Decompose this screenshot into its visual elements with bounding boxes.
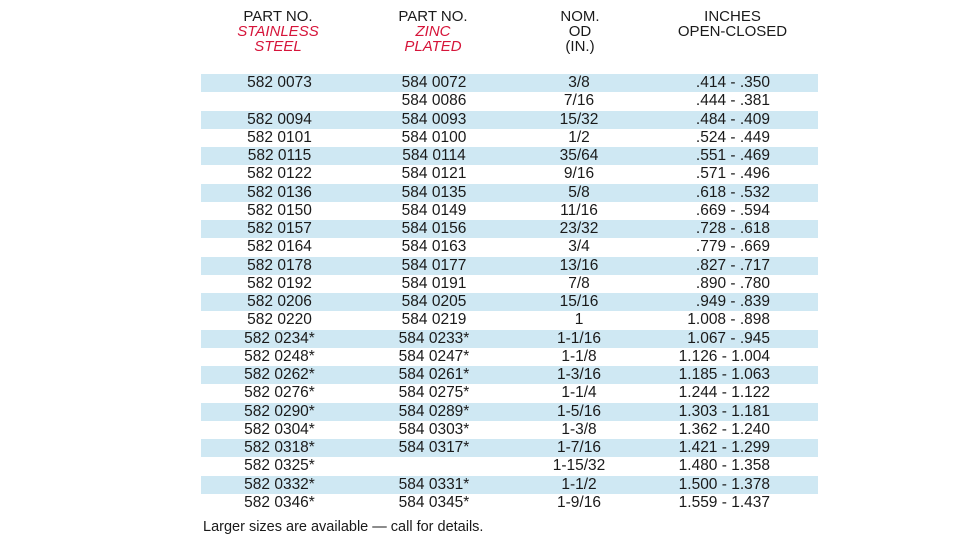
- cell-stainless-part: 582 0157: [201, 220, 358, 238]
- table-row: [201, 202, 818, 220]
- cell-open-closed: [648, 74, 818, 92]
- open-closed-value: 1.303 - 1.181: [678, 402, 770, 420]
- cell-stainless-part: [201, 92, 358, 110]
- cell-nominal-od: 1-3/16: [510, 366, 648, 384]
- table-row: [201, 439, 818, 457]
- open-closed-value: .827 - .717: [695, 256, 770, 274]
- cell-open-closed: [648, 92, 818, 110]
- table-row: [201, 457, 818, 475]
- cell-zinc-part: 584 0086: [401, 92, 467, 110]
- table-row: [201, 476, 818, 494]
- cell-stainless-part: 582 0122: [247, 165, 312, 183]
- open-closed-value: .669 - .594: [695, 201, 770, 219]
- cell-stainless-part: 582 0178: [201, 257, 358, 275]
- table-row: [201, 165, 818, 183]
- cell-zinc-part: [358, 457, 510, 475]
- header-stainless-line1: PART NO.: [243, 8, 313, 25]
- open-closed-value: 1.067 - .945: [687, 329, 770, 347]
- cell-stainless-part: 582 0276*: [244, 384, 315, 402]
- header-zinc-line1: PART NO.: [398, 8, 468, 25]
- cell-nominal-od: 1-1/16: [510, 330, 648, 348]
- cell-zinc-part: 584 0275*: [398, 384, 470, 402]
- cell-nominal-od: 3/8: [510, 74, 648, 92]
- table-row: [201, 220, 818, 238]
- parts-table-body: [201, 74, 818, 512]
- open-closed-value: .728 - .618: [695, 220, 770, 238]
- open-closed-value: 1.244 - 1.122: [678, 384, 770, 402]
- cell-stainless-part: 582 0234*: [201, 330, 358, 348]
- cell-zinc-part: 584 0121: [401, 165, 467, 183]
- cell-stainless-part: 582 0150: [247, 201, 312, 219]
- cell-stainless-part: 582 0115: [201, 147, 358, 165]
- cell-zinc-part: 584 0261*: [358, 366, 510, 384]
- header-inches-line2: OPEN-CLOSED: [677, 23, 788, 40]
- header-od-line1: NOM.: [560, 8, 600, 25]
- cell-open-closed: [648, 494, 818, 512]
- cell-open-closed: [648, 348, 818, 366]
- cell-stainless-part: 582 0094: [201, 111, 358, 129]
- open-closed-value: 1.500 - 1.378: [678, 475, 770, 493]
- table-row: [201, 330, 818, 348]
- header-od: [510, 9, 650, 54]
- cell-zinc-part: 584 0100: [401, 128, 467, 146]
- cell-open-closed: [648, 439, 818, 457]
- cell-open-closed: [648, 147, 818, 165]
- open-closed-value: .484 - .409: [695, 110, 770, 128]
- cell-nominal-od: 1: [574, 311, 584, 329]
- cell-nominal-od: 5/8: [510, 184, 648, 202]
- cell-zinc-part: 584 0289*: [358, 403, 510, 421]
- cell-nominal-od: 1-5/16: [510, 403, 648, 421]
- header-od-line2: OD: [568, 23, 592, 40]
- header-zinc: [358, 9, 508, 54]
- cell-open-closed: [648, 366, 818, 384]
- cell-zinc-part: 584 0093: [358, 111, 510, 129]
- open-closed-value: .571 - .496: [695, 165, 770, 183]
- table-row: [201, 293, 818, 311]
- header-zinc-line2: ZINC: [415, 23, 451, 40]
- cell-nominal-od: 9/16: [563, 165, 595, 183]
- cell-zinc-part: 584 0156: [358, 220, 510, 238]
- cell-zinc-part: 584 0191: [401, 274, 467, 292]
- cell-nominal-od: 3/4: [568, 238, 590, 256]
- cell-stainless-part: 582 0332*: [201, 476, 358, 494]
- cell-open-closed: [648, 330, 818, 348]
- open-closed-value: .414 - .350: [695, 74, 770, 92]
- cell-open-closed: [648, 165, 818, 183]
- cell-stainless-part: 582 0262*: [201, 366, 358, 384]
- table-row: [201, 257, 818, 275]
- cell-open-closed: [648, 476, 818, 494]
- cell-stainless-part: 582 0220: [247, 311, 312, 329]
- cell-zinc-part: 584 0233*: [358, 330, 510, 348]
- cell-stainless-part: 582 0136: [201, 184, 358, 202]
- open-closed-value: 1.421 - 1.299: [678, 439, 770, 457]
- table-row: [201, 403, 818, 421]
- header-inches: [650, 9, 815, 39]
- cell-open-closed: [648, 202, 818, 220]
- cell-stainless-part: 582 0206: [201, 293, 358, 311]
- open-closed-value: 1.559 - 1.437: [678, 493, 770, 511]
- cell-nominal-od: 13/16: [510, 257, 648, 275]
- cell-nominal-od: 11/16: [560, 201, 598, 219]
- open-closed-value: .444 - .381: [695, 92, 770, 110]
- table-row: [201, 147, 818, 165]
- open-closed-value: 1.126 - 1.004: [678, 347, 770, 365]
- cell-zinc-part: 584 0072: [358, 74, 510, 92]
- cell-stainless-part: 582 0073: [201, 74, 358, 92]
- cell-zinc-part: 584 0205: [358, 293, 510, 311]
- open-closed-value: 1.185 - 1.063: [678, 366, 770, 384]
- table-row: [201, 311, 818, 329]
- cell-stainless-part: 582 0164: [247, 238, 312, 256]
- table-row: [201, 238, 818, 256]
- open-closed-value: .949 - .839: [695, 293, 770, 311]
- cell-zinc-part: 584 0149: [401, 201, 467, 219]
- cell-nominal-od: 1-9/16: [557, 493, 601, 511]
- cell-stainless-part: 582 0192: [247, 274, 312, 292]
- open-closed-value: .618 - .532: [695, 183, 770, 201]
- cell-stainless-part: 582 0290*: [201, 403, 358, 421]
- header-zinc-line3: PLATED: [404, 38, 462, 55]
- cell-nominal-od: 7/8: [568, 274, 590, 292]
- cell-nominal-od: 1-1/8: [561, 347, 597, 365]
- table-row: [201, 129, 818, 147]
- open-closed-value: 1.008 - .898: [687, 311, 770, 329]
- cell-nominal-od: 1-7/16: [510, 439, 648, 457]
- cell-zinc-part: 584 0163: [401, 238, 467, 256]
- cell-zinc-part: 584 0135: [358, 184, 510, 202]
- cell-stainless-part: 582 0325*: [244, 457, 315, 475]
- cell-open-closed: [648, 257, 818, 275]
- table-row: [201, 111, 818, 129]
- open-closed-value: 1.362 - 1.240: [678, 420, 770, 438]
- cell-nominal-od: 1-1/2: [510, 476, 648, 494]
- cell-open-closed: [648, 311, 818, 329]
- header-stainless-line2: STAINLESS: [237, 23, 319, 40]
- cell-nominal-od: 23/32: [510, 220, 648, 238]
- cell-zinc-part: 584 0317*: [358, 439, 510, 457]
- cell-zinc-part: 584 0247*: [398, 347, 470, 365]
- table-row: [201, 366, 818, 384]
- cell-nominal-od: 1-3/8: [561, 420, 597, 438]
- parts-table: [201, 74, 818, 512]
- footer-note: Larger sizes are available — call for details.: [203, 519, 484, 535]
- cell-open-closed: [648, 220, 818, 238]
- cell-stainless-part: 582 0304*: [244, 420, 315, 438]
- table-row: [201, 384, 818, 402]
- cell-nominal-od: 15/32: [510, 111, 648, 129]
- cell-open-closed: [648, 293, 818, 311]
- cell-nominal-od: 7/16: [563, 92, 595, 110]
- cell-zinc-part: 584 0177: [358, 257, 510, 275]
- cell-open-closed: [648, 238, 818, 256]
- cell-open-closed: [648, 129, 818, 147]
- cell-open-closed: [648, 184, 818, 202]
- table-row: [201, 494, 818, 512]
- cell-nominal-od: 1-1/4: [561, 384, 597, 402]
- cell-open-closed: [648, 384, 818, 402]
- cell-stainless-part: 582 0346*: [244, 493, 315, 511]
- cell-open-closed: [648, 457, 818, 475]
- cell-zinc-part: 584 0345*: [398, 493, 470, 511]
- header-stainless-line3: STEEL: [254, 38, 302, 55]
- cell-open-closed: [648, 403, 818, 421]
- cell-nominal-od: 35/64: [510, 147, 648, 165]
- cell-stainless-part: 582 0101: [247, 128, 312, 146]
- table-row: [201, 348, 818, 366]
- cell-zinc-part: 584 0331*: [358, 476, 510, 494]
- open-closed-value: .524 - .449: [695, 128, 770, 146]
- table-row: [201, 74, 818, 92]
- open-closed-value: 1.480 - 1.358: [678, 457, 770, 475]
- cell-zinc-part: 584 0303*: [398, 420, 470, 438]
- header-inches-line1: INCHES: [704, 8, 761, 25]
- header-od-line3: (IN.): [565, 38, 595, 55]
- cell-open-closed: [648, 275, 818, 293]
- cell-open-closed: [648, 111, 818, 129]
- cell-stainless-part: 582 0318*: [201, 439, 358, 457]
- open-closed-value: .890 - .780: [695, 274, 770, 292]
- cell-stainless-part: 582 0248*: [244, 347, 315, 365]
- table-row: [201, 275, 818, 293]
- table-row: [201, 92, 818, 110]
- table-row: [201, 184, 818, 202]
- open-closed-value: .551 - .469: [695, 147, 770, 165]
- header-stainless: [203, 9, 353, 54]
- cell-zinc-part: 584 0219: [401, 311, 467, 329]
- cell-nominal-od: 1/2: [568, 128, 590, 146]
- cell-zinc-part: 584 0114: [358, 147, 510, 165]
- table-row: [201, 421, 818, 439]
- cell-nominal-od: 1-15/32: [552, 457, 606, 475]
- open-closed-value: .779 - .669: [695, 238, 770, 256]
- cell-nominal-od: 15/16: [510, 293, 648, 311]
- cell-open-closed: [648, 421, 818, 439]
